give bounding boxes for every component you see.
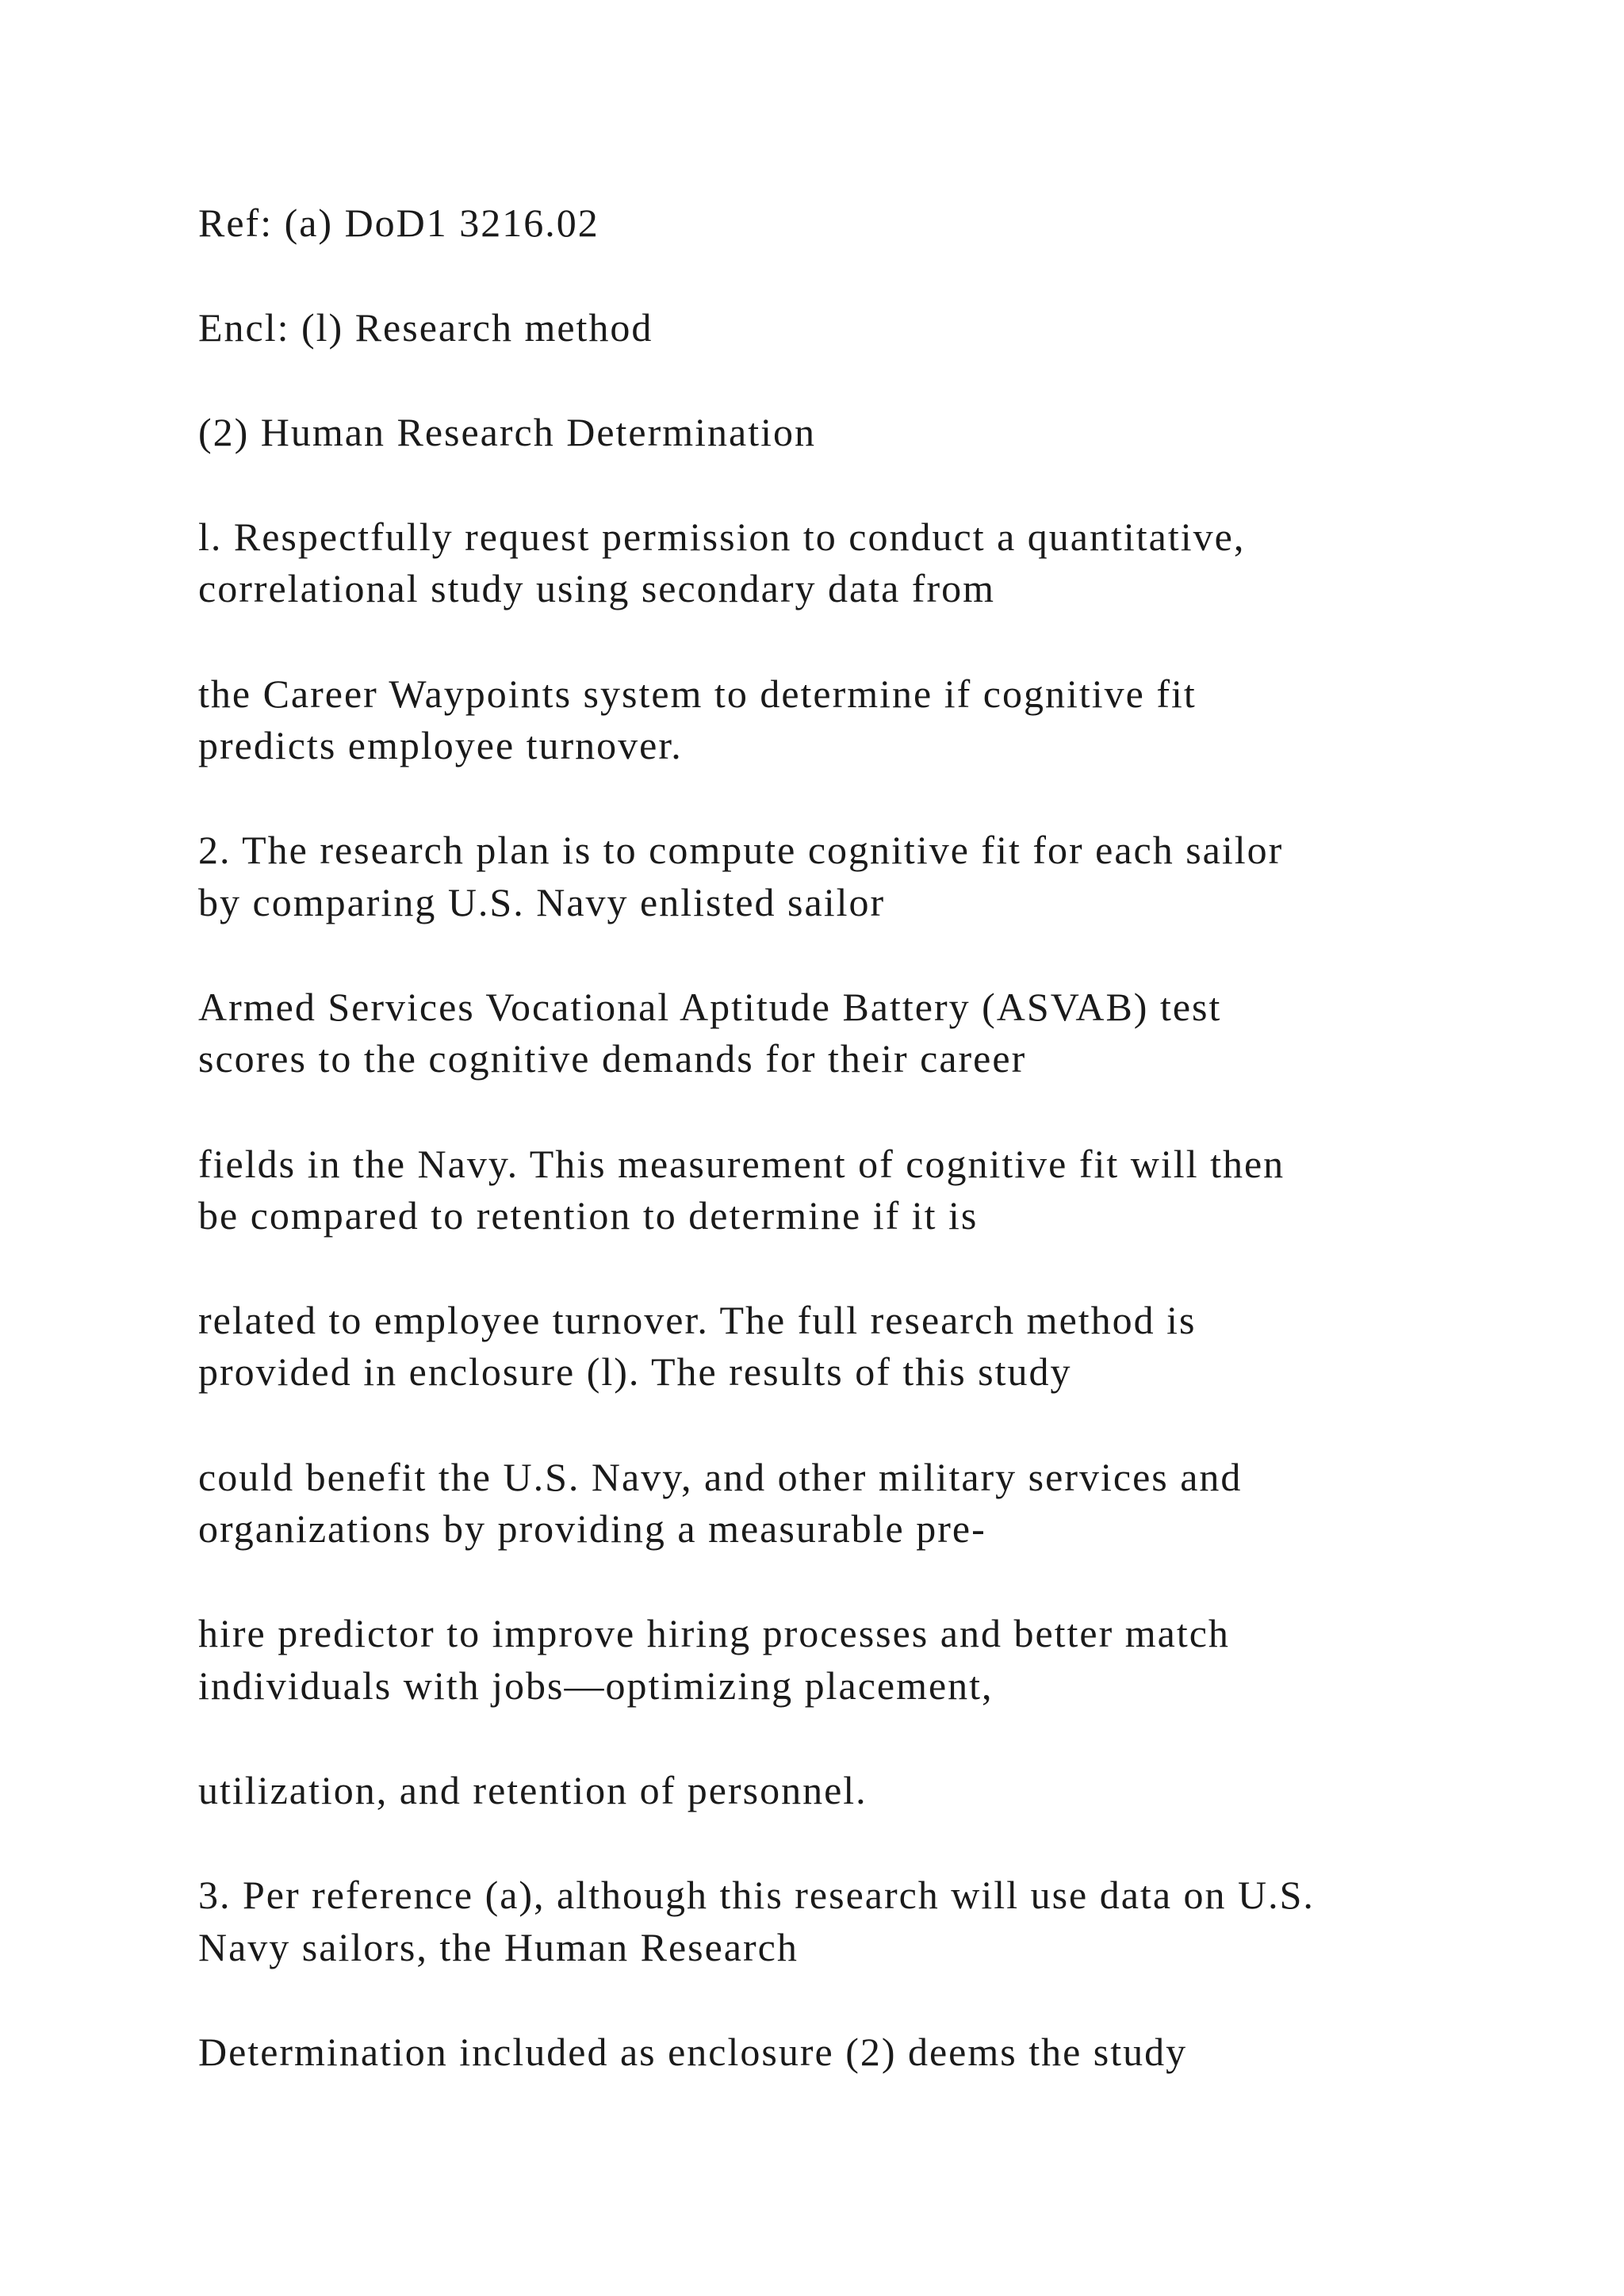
paragraph-2-line: scores to the cognitive demands for their career	[198, 1036, 1027, 1081]
paragraph-2-line: fields in the Navy. This measurement of cognitive fit will then	[198, 1142, 1285, 1186]
paragraph-1-line: the Career Waypoints system to determine if cognitive fit	[198, 672, 1197, 716]
paragraph-2-line: utilization, and retention of personnel.	[198, 1768, 868, 1812]
paragraph-2-line: 2. The research plan is to compute cognitive fit for each sailor	[198, 828, 1284, 872]
paragraph-2-line: by comparing U.S. Navy enlisted sailor	[198, 880, 886, 924]
enclosure-line-2: (2) Human Research Determination	[198, 410, 817, 454]
paragraph-2-line: be compared to retention to determine if it is	[198, 1193, 979, 1238]
paragraph-2-line: related to employee turnover. The full research method is	[198, 1298, 1197, 1342]
reference-line: Ref: (a) DoD1 3216.02	[198, 201, 599, 245]
paragraph-2-line: hire predictor to improve hiring processes and better match	[198, 1611, 1230, 1655]
paragraph-2-line: organizations by providing a measurable pre-	[198, 1506, 986, 1551]
paragraph-1-line: l. Respectfully request permission to conduct a quantitative,	[198, 515, 1246, 559]
paragraph-1-line: predicts employee turnover.	[198, 723, 683, 767]
paragraph-3-line: Determination included as enclosure (2) deems the study	[198, 2030, 1188, 2074]
paragraph-2-line: provided in enclosure (l). The results of this study	[198, 1349, 1072, 1394]
paragraph-2-line: individuals with jobs—optimizing placement,	[198, 1663, 994, 1708]
paragraph-2-line: Armed Services Vocational Aptitude Battery (ASVAB) test	[198, 985, 1222, 1029]
paragraph-1-line: correlational study using secondary data from	[198, 566, 995, 610]
enclosure-line-1: Encl: (l) Research method	[198, 305, 653, 350]
paragraph-3-line: Navy sailors, the Human Research	[198, 1925, 799, 1969]
paragraph-3-line: 3. Per reference (a), although this research will use data on U.S.	[198, 1873, 1315, 1917]
paragraph-2-line: could benefit the U.S. Navy, and other military services and	[198, 1455, 1243, 1499]
